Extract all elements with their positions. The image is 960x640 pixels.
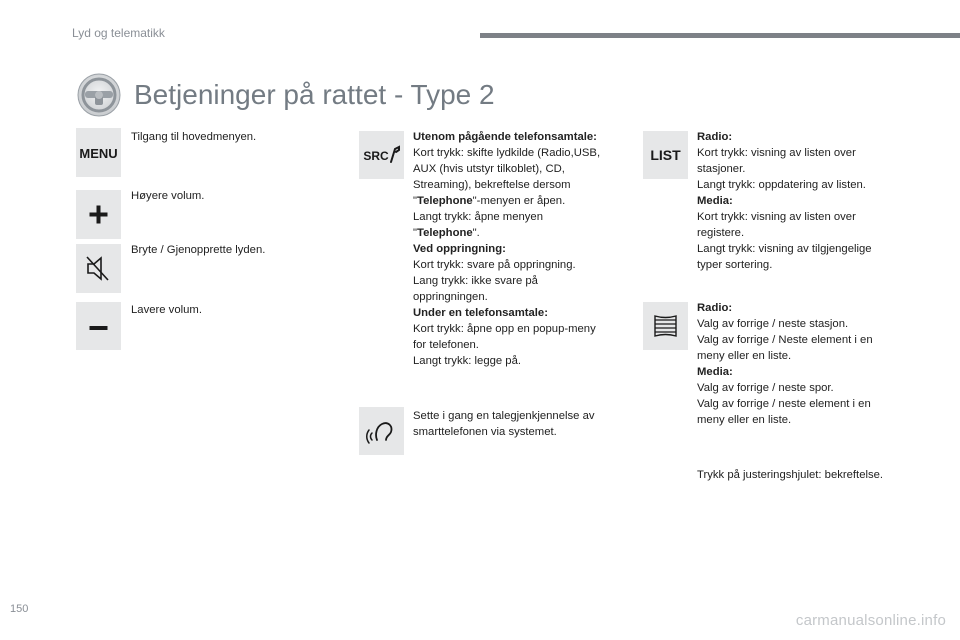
volume-up-icon	[76, 190, 121, 239]
volume-up-description: Høyere volum.	[131, 190, 205, 202]
title-row	[76, 72, 495, 118]
list-heading-radio: Radio:	[697, 131, 733, 143]
src-line: for telefonen.	[413, 339, 479, 351]
list-heading-media: Media:	[697, 195, 733, 207]
src-line: "Telephone"-menyen er åpen.	[413, 195, 566, 207]
list-line: Langt trykk: visning av tilgjengelige	[697, 243, 872, 255]
src-line: Kort trykk: svare på oppringning.	[413, 259, 576, 271]
steering-wheel-icon	[76, 72, 122, 118]
mute-icon	[76, 244, 121, 293]
list-line: stasjoner.	[697, 163, 746, 175]
list-line: Kort trykk: visning av listen over	[697, 147, 856, 159]
src-button-icon	[359, 131, 404, 179]
src-line: Kort trykk: åpne opp en popup-meny	[413, 323, 596, 335]
wheel-line: meny eller en liste.	[697, 350, 792, 362]
telephone-keyword: Telephone	[417, 227, 473, 239]
section-header: Lyd og telematikk	[72, 26, 165, 40]
page-title: Betjeninger på rattet - Type 2	[134, 79, 495, 110]
press-wheel-description: Trykk på justeringshjulet: bekreftelse.	[697, 469, 884, 481]
menu-icon-label: MENU	[79, 146, 118, 161]
page-number: 150	[10, 603, 29, 615]
src-line: Langt trykk: legge på.	[413, 355, 522, 367]
menu-button-icon	[76, 128, 121, 177]
list-button-icon	[643, 131, 688, 179]
src-line: AUX (hvis utstyr tilkoblet), CD,	[413, 163, 565, 175]
src-line: "Telephone".	[413, 227, 480, 239]
wheel-line: Valg av forrige / neste element i en	[697, 398, 871, 410]
watermark: carmanualsonline.info	[795, 612, 946, 629]
mute-description: Bryte / Gjenopprette lyden.	[131, 244, 266, 256]
menu-description: Tilgang til hovedmenyen.	[131, 131, 257, 143]
voice-line: smarttelefonen via systemet.	[413, 426, 557, 438]
wheel-line: Valg av forrige / neste stasjon.	[697, 318, 849, 330]
voice-command-icon	[359, 407, 404, 455]
wheel-line: Valg av forrige / Neste element i en	[697, 334, 873, 346]
src-icon-label: SRC	[363, 149, 389, 163]
list-line: Langt trykk: oppdatering av listen.	[697, 179, 866, 191]
telephone-keyword: Telephone	[417, 195, 473, 207]
list-line: Kort trykk: visning av listen over	[697, 211, 856, 223]
volume-down-icon	[76, 302, 121, 350]
src-line: Langt trykk: åpne menyen	[413, 211, 543, 223]
thumbwheel-description	[697, 300, 873, 428]
voice-line: Sette i gang en talegjenkjennelse av	[413, 410, 595, 422]
voice-description	[413, 408, 595, 440]
header-bar	[480, 33, 960, 38]
src-heading-2: Ved oppringning:	[413, 243, 506, 255]
wheel-heading-radio: Radio:	[697, 302, 733, 314]
src-line: Kort trykk: skifte lydkilde (Radio,USB,	[413, 147, 601, 159]
volume-down-description: Lavere volum.	[131, 304, 202, 316]
list-line: typer sortering.	[697, 259, 773, 271]
src-heading-3: Under en telefonsamtale:	[413, 307, 548, 319]
wheel-line: Valg av forrige / neste spor.	[697, 382, 834, 394]
src-line: oppringningen.	[413, 291, 488, 303]
thumbwheel-icon	[643, 302, 688, 350]
src-heading-1: Utenom pågående telefonsamtale:	[413, 131, 597, 143]
wheel-heading-media: Media:	[697, 366, 733, 378]
list-description	[697, 129, 872, 273]
src-description	[413, 129, 600, 369]
wheel-line: meny eller en liste.	[697, 414, 792, 426]
list-line: registere.	[697, 227, 745, 239]
src-line: Lang trykk: ikke svare på	[413, 275, 538, 287]
list-icon-label: LIST	[650, 147, 681, 163]
src-line: Streaming), bekreftelse dersom	[413, 179, 571, 191]
